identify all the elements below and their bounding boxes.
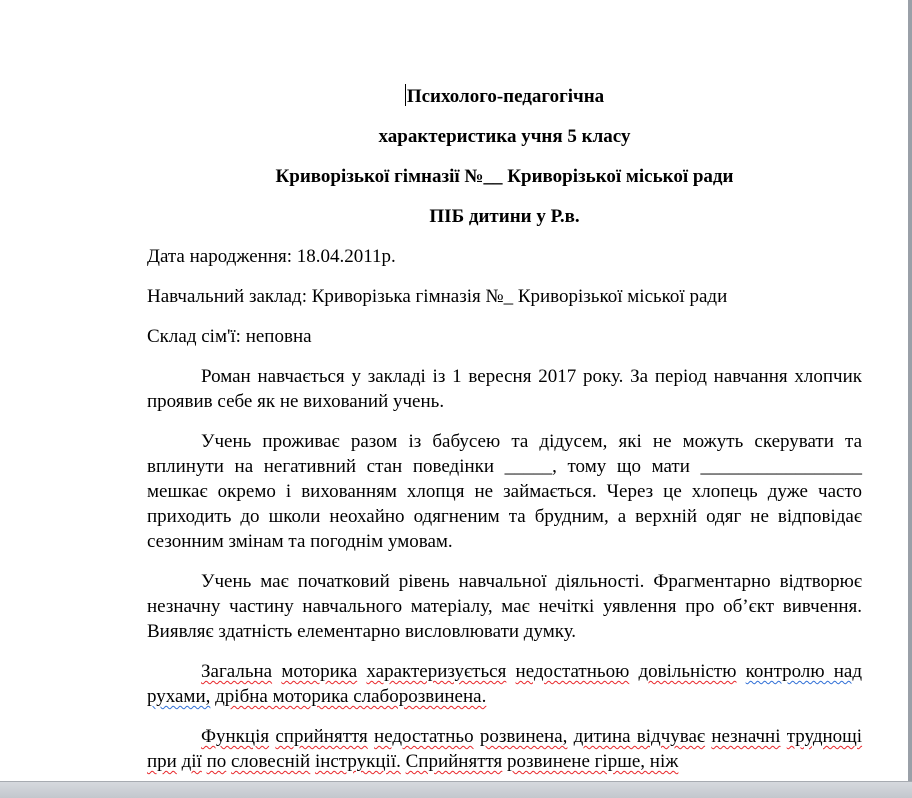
- title-line-2: характеристика учня 5 класу: [378, 126, 631, 147]
- p5-word: Сприйняття: [405, 751, 503, 772]
- p4-word: контролю над рухами,: [147, 661, 863, 707]
- p5-word: дії: [181, 751, 202, 772]
- p5-word: сприйняття: [275, 726, 368, 747]
- p5-word: дитина відчуває: [573, 726, 706, 747]
- p4-word: довільністю: [638, 661, 737, 682]
- paragraph-1: Роман навчається у закладі із 1 вересня 2017 року. За період навчання хлопчик проявив себе як не вихований учень.: [147, 366, 862, 412]
- p4-word: недостатньою: [515, 661, 630, 682]
- title-line-4: ПІБ дитини у Р.в.: [429, 206, 580, 227]
- paragraph-3: Учень має початковий рівень навчальної діяльності. Фрагментарно відтворює незначну частину навчального матеріалу, має нечіткі уявлення про об’єкт вивчення. Виявляє здатність елементарно висловлювати думку.: [147, 571, 862, 642]
- p5-word: розвинена,: [479, 726, 568, 747]
- title-line-1: Психолого-педагогічна: [406, 86, 605, 107]
- p5-word: незначні: [711, 726, 781, 747]
- p5-word: при: [147, 751, 177, 772]
- p5-word: розвинене гірше, ніж: [507, 751, 679, 772]
- birth-date-line: Дата народження: 18.04.2011р.: [147, 246, 396, 267]
- paragraph-4: [147, 659, 862, 709]
- p5-word: по: [206, 751, 227, 772]
- p5-word: словесній: [231, 751, 311, 772]
- p5-word: інструкції.: [314, 751, 401, 772]
- window-bottom-frame: [0, 781, 912, 798]
- p4-word: Загальна: [201, 661, 273, 682]
- p5-word: Функція: [201, 726, 270, 747]
- text-cursor: [405, 84, 406, 106]
- family-line: Склад сім'ї: неповна: [147, 326, 312, 347]
- paragraph-5: [147, 724, 862, 774]
- p4-word: дрібна моторика слаборозвинена.: [215, 686, 487, 707]
- title-line-3: Криворізької гімназії №__ Криворізької міської ради: [275, 166, 734, 187]
- p5-word: труднощі: [786, 726, 863, 747]
- p4-word: моторика: [281, 661, 358, 682]
- paragraph-2: Учень проживає разом із бабусею та дідусем, які не можуть скерувати та вплинути на негативний стан поведінки _____, тому що мати _________________ мешкає окремо і вихованням хлопця не займається. Через це хлопець дуже часто приходить до школи неохайно одягненим та брудним, а верхній одяг не відповідає сезонним змінам та погоднім умовам.: [147, 431, 862, 552]
- document-page[interactable]: [147, 84, 862, 789]
- window-right-frame: [908, 0, 912, 798]
- p4-word: характеризується: [366, 661, 507, 682]
- institution-line: Навчальний заклад: Криворізька гімназія №_ Криворізької міської ради: [147, 286, 728, 307]
- p5-word: недостатньо: [374, 726, 474, 747]
